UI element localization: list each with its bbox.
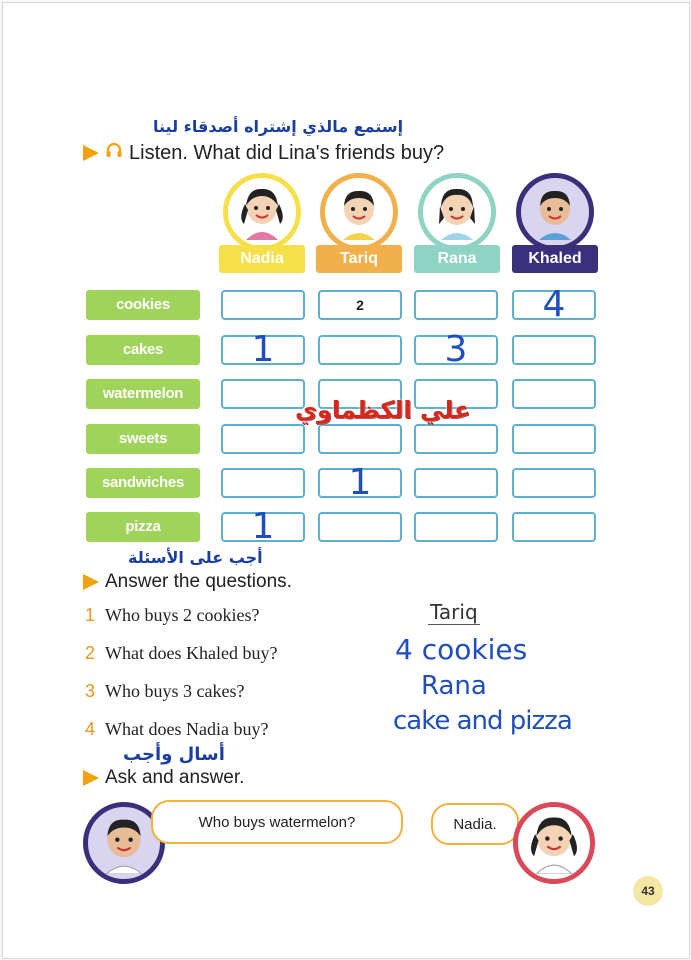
section2-title — [83, 571, 292, 593]
question-4: 4 What does Nadia buy? — [85, 719, 269, 739]
cell-cakes-nadia[interactable]: 1 — [221, 335, 305, 365]
item-label-cookies: cookies — [86, 290, 200, 320]
arrow-icon — [83, 770, 99, 786]
cell-sandwiches-rana[interactable] — [414, 468, 498, 498]
section1-arabic-title: إستمع مالذي إشتراه أصدقاء لينا — [153, 117, 404, 136]
cell-cookies-rana[interactable] — [414, 290, 498, 320]
kid-name-nadia: Nadia — [219, 245, 305, 273]
section2-arabic-title: أجب على الأسئلة — [128, 548, 263, 567]
cell-pizza-nadia[interactable]: 1 — [221, 512, 305, 542]
cell-cookies-nadia[interactable] — [221, 290, 305, 320]
cell-watermelon-khaled[interactable] — [512, 379, 596, 409]
khaled-portrait — [516, 173, 594, 251]
question-1: 1 Who buys 2 cookies? — [85, 605, 260, 625]
kid-name-khaled: Khaled — [512, 245, 598, 273]
cell-cookies-khaled[interactable]: 4 — [512, 290, 596, 320]
question-3: 3 Who buys 3 cakes? — [85, 681, 245, 701]
girl-avatar — [513, 802, 595, 884]
kid-tariq — [316, 173, 402, 273]
kid-khaled — [512, 173, 598, 273]
cell-pizza-rana[interactable] — [414, 512, 498, 542]
cell-sandwiches-nadia[interactable] — [221, 468, 305, 498]
cell-sweets-khaled[interactable] — [512, 424, 596, 454]
cell-cookies-tariq[interactable]: 2 — [318, 290, 402, 320]
item-label-pizza: pizza — [86, 512, 200, 542]
watermark: علي الكظماوي — [295, 396, 471, 424]
question-speech-bubble: Who buys watermelon? — [151, 800, 403, 844]
kid-name-rana: Rana — [414, 245, 500, 273]
page-number: 43 — [633, 876, 663, 906]
cell-cakes-tariq[interactable] — [318, 335, 402, 365]
cell-cakes-khaled[interactable] — [512, 335, 596, 365]
kid-rana — [414, 173, 500, 273]
item-label-sweets: sweets — [86, 424, 200, 454]
section3-arabic-title: أسال وأجب — [123, 744, 225, 765]
rana-portrait — [418, 173, 496, 251]
section1-title-text: Listen. What did Lina's friends buy? — [129, 141, 445, 164]
arrow-icon — [83, 145, 99, 161]
tariq-portrait — [320, 173, 398, 251]
answer-3[interactable]: Rana — [421, 671, 487, 701]
kid-nadia — [219, 173, 305, 273]
cell-sweets-tariq[interactable] — [318, 424, 402, 454]
item-label-sandwiches: sandwiches — [86, 468, 200, 498]
workbook-page — [2, 2, 690, 959]
section3-title-text: Ask and answer. — [105, 767, 245, 788]
answer-2[interactable]: 4 cookies — [395, 633, 528, 666]
cell-sweets-rana[interactable] — [414, 424, 498, 454]
answer-speech-bubble: Nadia. — [431, 803, 519, 845]
cell-sandwiches-khaled[interactable] — [512, 468, 596, 498]
cell-sweets-nadia[interactable] — [221, 424, 305, 454]
cell-watermelon-nadia[interactable] — [221, 379, 305, 409]
section2-title-text: Answer the questions. — [105, 571, 292, 592]
section3-title — [83, 767, 244, 789]
cell-sandwiches-tariq[interactable]: 1 — [318, 468, 402, 498]
cell-cakes-rana[interactable]: 3 — [414, 335, 498, 365]
nadia-portrait — [223, 173, 301, 251]
question-2: 2 What does Khaled buy? — [85, 643, 278, 663]
item-label-watermelon: watermelon — [86, 379, 200, 409]
cell-pizza-khaled[interactable] — [512, 512, 596, 542]
answer-1[interactable]: Tariq — [430, 600, 478, 624]
arrow-icon — [83, 574, 99, 590]
answer-4[interactable]: cake and pizza — [393, 706, 572, 736]
section1-title — [83, 141, 444, 165]
headphones-icon — [105, 141, 123, 165]
item-label-cakes: cakes — [86, 335, 200, 365]
kid-name-tariq: Tariq — [316, 245, 402, 273]
cell-pizza-tariq[interactable] — [318, 512, 402, 542]
